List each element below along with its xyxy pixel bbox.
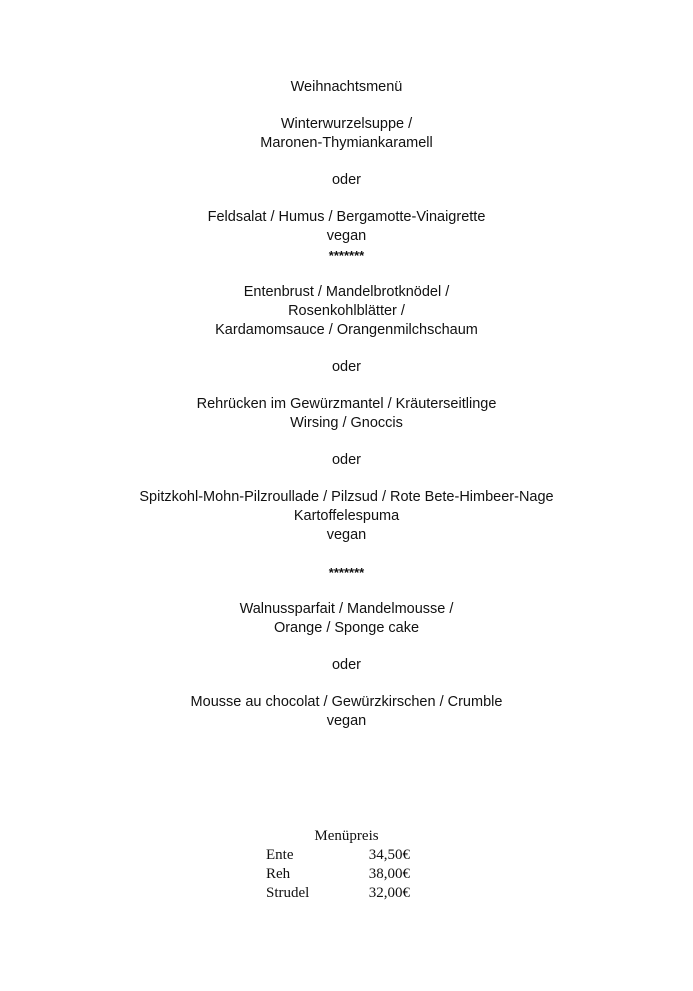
main-3-line-1: Spitzkohl-Mohn-Pilzroullade / Pilzsud / Rote Bete-Himbeer-Nage: [139, 489, 554, 505]
course-separator: *******: [328, 565, 365, 580]
price-row: [0, 884, 693, 903]
price-title: Menüpreis: [314, 828, 379, 844]
price-row: [0, 846, 693, 865]
or-divider: oder: [331, 359, 362, 375]
menu-title: Weihnachtsmenü: [290, 79, 403, 95]
price-value: 32,00€: [368, 885, 410, 901]
dessert-1-line-1: Walnussparfait / Mandelmousse /: [239, 601, 454, 617]
price-value: 38,00€: [368, 866, 410, 882]
starter-2-line-1: Feldsalat / Humus / Bergamotte-Vinaigrette: [207, 209, 486, 225]
main-3-line-2: Kartoffelespuma: [293, 508, 400, 524]
main-2-line-2: Wirsing / Gnoccis: [290, 415, 403, 431]
dessert-1-line-2: Orange / Sponge cake: [273, 620, 420, 636]
main-3-vegan: vegan: [326, 527, 367, 543]
main-1-line-3: Kardamomsauce / Orangenmilchschaum: [215, 322, 478, 338]
course-separator: *******: [328, 248, 365, 263]
price-value: 34,50€: [368, 847, 410, 863]
starter-2-vegan: vegan: [326, 228, 367, 244]
starter-1-line-1: Winterwurzelsuppe /: [280, 116, 413, 132]
main-1-line-2: Rosenkohlblätter /: [288, 303, 405, 319]
dessert-2-line-1: Mousse au chocolat / Gewürzkirschen / Crumble: [190, 694, 503, 710]
price-name: Ente: [266, 847, 294, 863]
or-divider: oder: [331, 657, 362, 673]
or-divider: oder: [331, 452, 362, 468]
price-name: Strudel: [266, 885, 310, 901]
price-name: Reh: [266, 866, 291, 882]
main-2-line-1: Rehrücken im Gewürzmantel / Kräuterseitlinge: [196, 396, 497, 412]
or-divider: oder: [331, 172, 362, 188]
starter-1-line-2: Maronen-Thymiankaramell: [260, 135, 433, 151]
price-row: [0, 865, 693, 884]
price-list: [0, 827, 693, 903]
main-1-line-1: Entenbrust / Mandelbrotknödel /: [243, 284, 450, 300]
dessert-2-vegan: vegan: [326, 713, 367, 729]
menu-card: [0, 78, 693, 731]
